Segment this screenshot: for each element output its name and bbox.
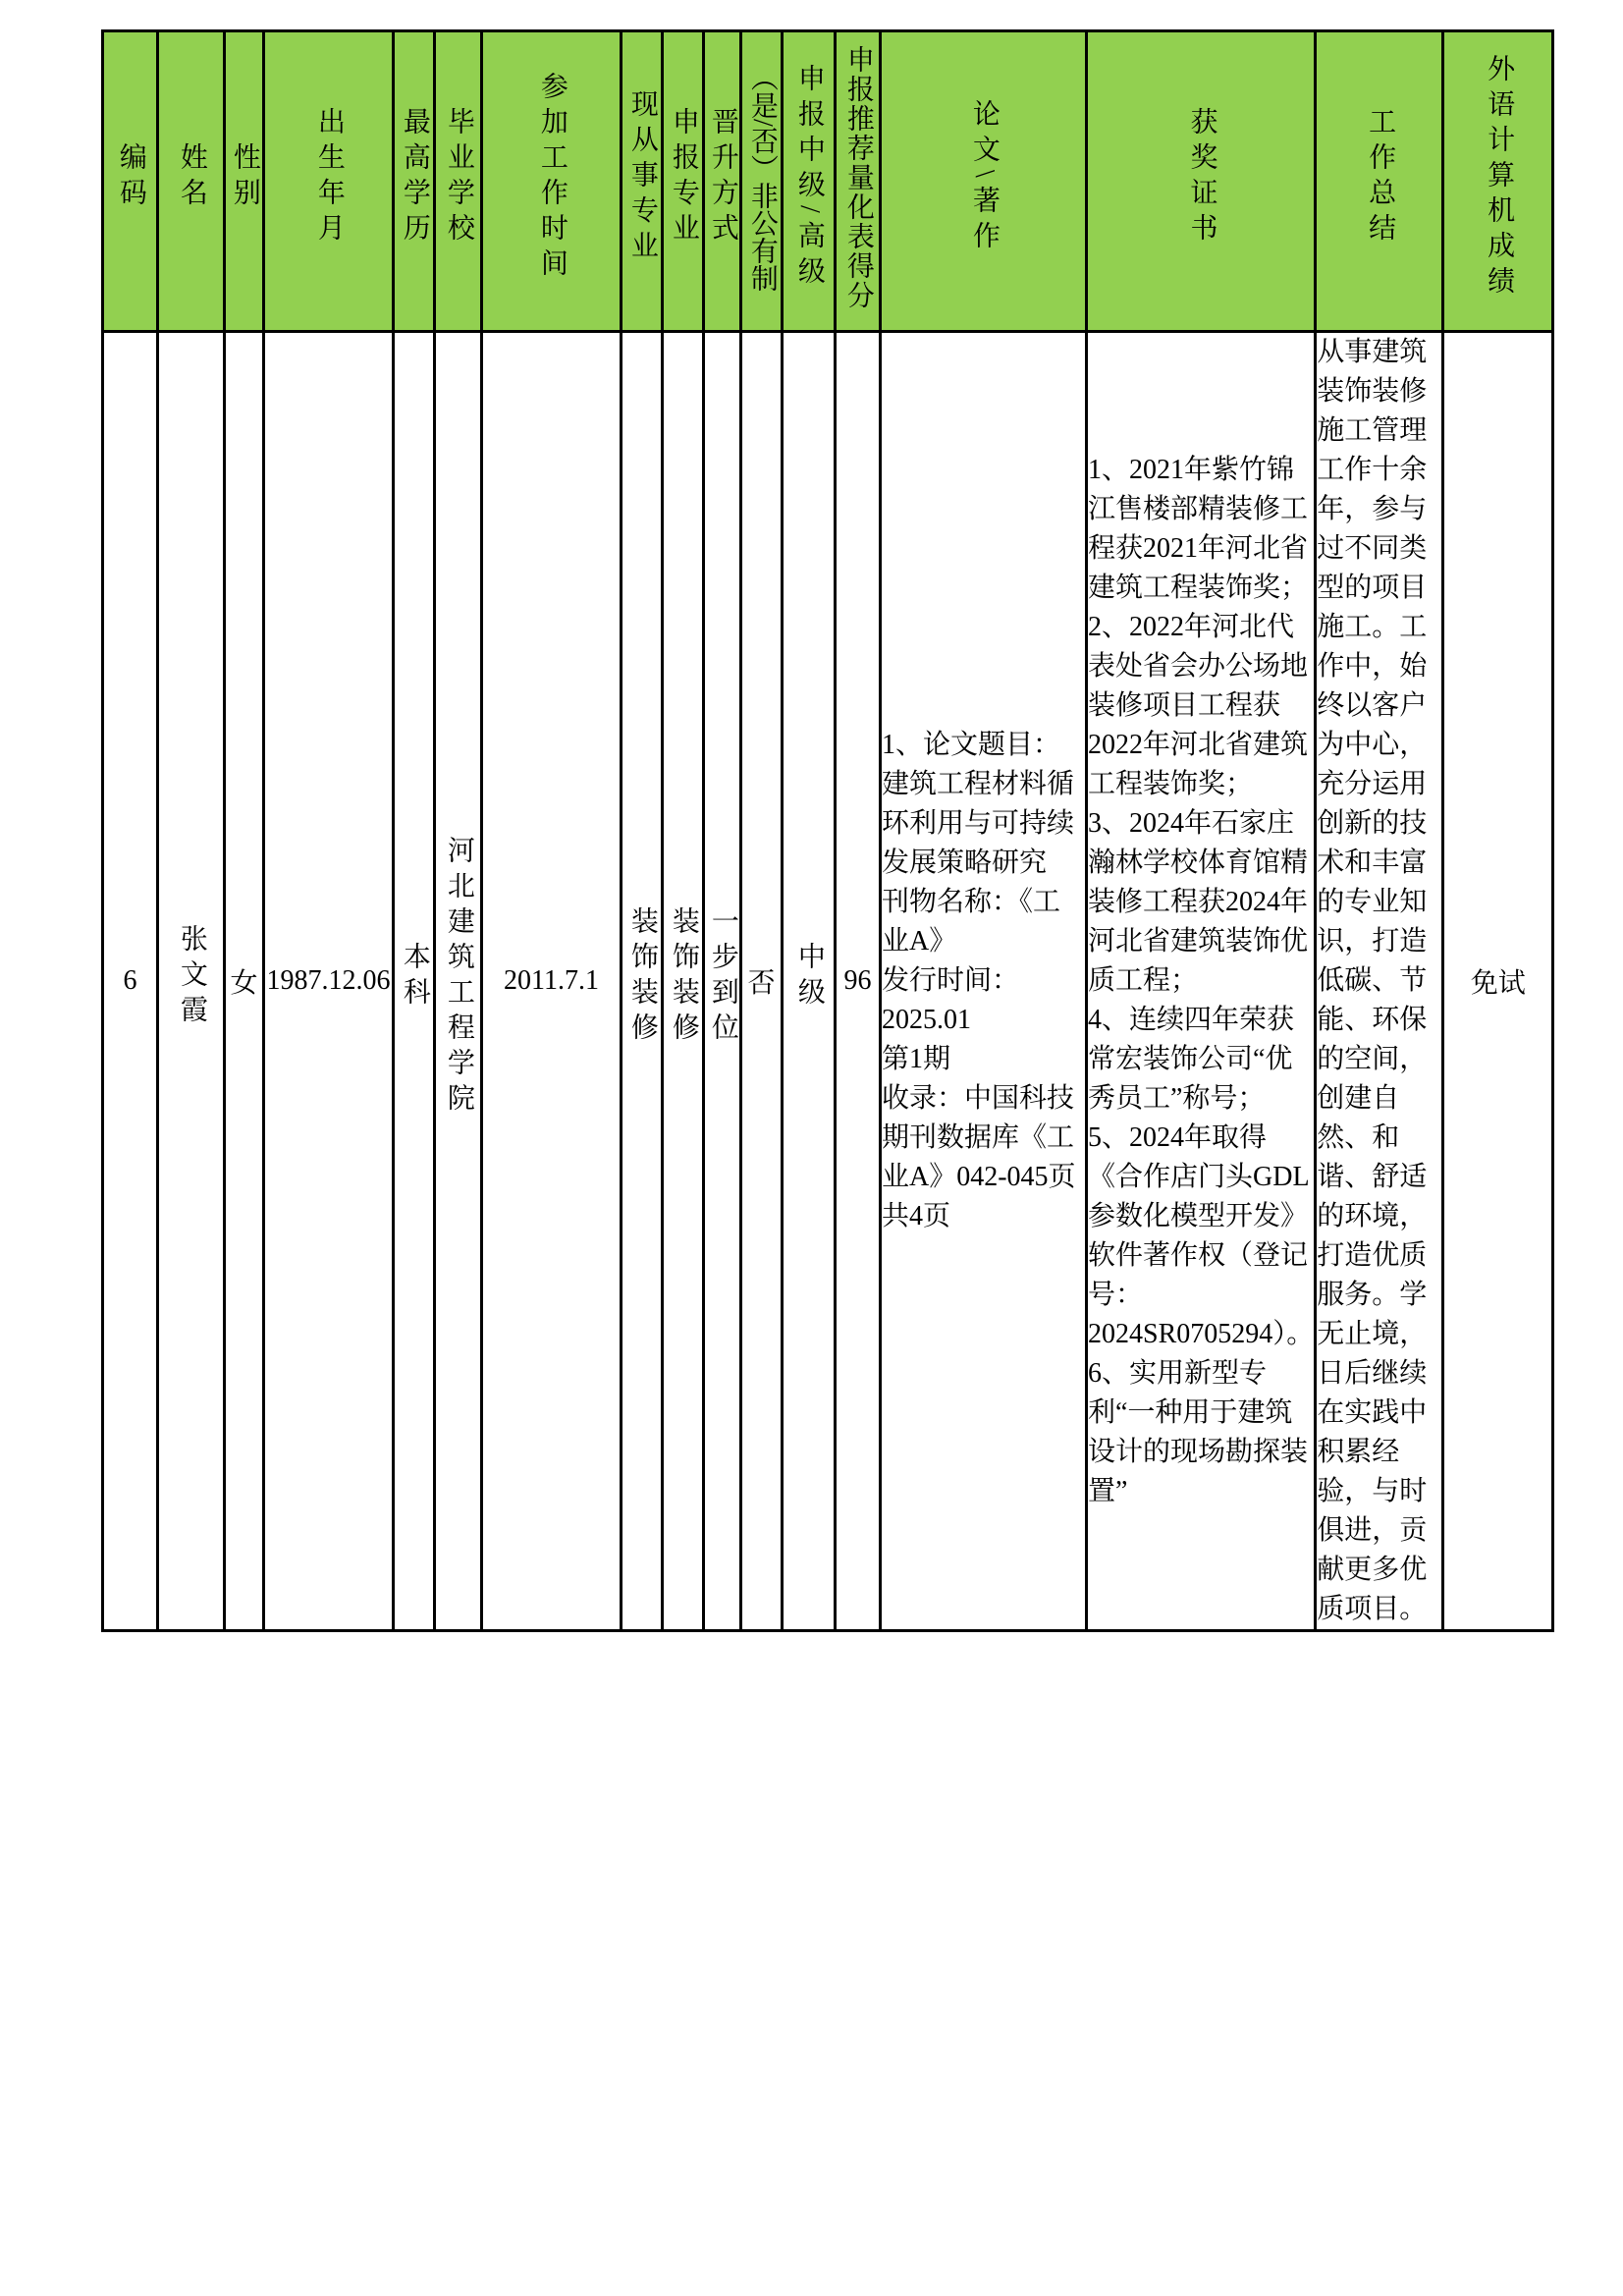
declared-major-value: 装饰装修: [668, 906, 699, 1048]
cell-awards: [1087, 332, 1316, 1631]
birth-date-value: 1987.12.06: [266, 965, 391, 996]
cell-code: [103, 332, 158, 1631]
cell-current-major: [622, 332, 663, 1631]
col-header-name-label: 姓名: [176, 141, 207, 213]
col-header-code-label: 编码: [115, 141, 146, 213]
declared-level-value: 中级: [793, 942, 825, 1012]
col-header-highest-education: [394, 31, 435, 332]
cell-non-public: [741, 332, 783, 1631]
gender-value: 女: [230, 968, 258, 999]
col-header-current-major-label: 现从事专业: [626, 88, 658, 266]
col-header-score-label: 申报推荐量化表得分: [842, 44, 874, 310]
current-major-value: 装饰装修: [626, 906, 658, 1048]
foreign-lang-computer-value: 免试: [1470, 968, 1526, 999]
col-header-papers: [881, 31, 1087, 332]
col-header-promotion-method: [704, 31, 741, 332]
col-header-promotion-method-label: 晋升方式: [707, 106, 738, 248]
col-header-non-public: [741, 31, 783, 332]
col-header-birth-date: [264, 31, 394, 332]
cell-score: [836, 332, 881, 1631]
score-value: 96: [843, 965, 872, 996]
col-header-name: [158, 31, 225, 332]
col-header-birth-date-label: 出生年月: [313, 106, 345, 248]
col-header-declared-major: [663, 31, 704, 332]
col-header-graduation-school: [435, 31, 482, 332]
cell-gender: [225, 332, 264, 1631]
col-header-gender-label: 性别: [229, 141, 260, 213]
cell-papers: [881, 332, 1087, 1631]
cell-highest-education: [394, 332, 435, 1631]
col-header-code: [103, 31, 158, 332]
col-header-declared-level: [783, 31, 836, 332]
col-header-work-start-date-label: 参加工作时间: [536, 71, 568, 284]
graduation-school-value: 河北建筑工程学院: [443, 836, 474, 1119]
cell-foreign-lang-computer: [1443, 332, 1553, 1631]
col-header-papers-label: 论文\著作: [968, 98, 1000, 256]
col-header-declared-major-label: 申报专业: [668, 106, 699, 248]
col-header-foreign-lang-computer: [1443, 31, 1553, 332]
work-summary-text: 从事建筑装饰装修施工管理工作十余年，参与过不同类型的项目施工。工作中，始终以客户为中心，充分运用创新的技术和丰富的专业知识，打造低碳、节能、环保的空间，创建自然、和谐、舒适的环境，打造优质服务。学无止境，日后继续在实践中积累经验，与时俱进，贡献更多优质项目。: [1317, 337, 1428, 1624]
cell-work-start-date: [482, 332, 622, 1631]
col-header-current-major: [622, 31, 663, 332]
cell-name: [158, 332, 225, 1631]
header-row: [103, 31, 1553, 332]
col-header-score: [836, 31, 881, 332]
col-header-work-summary-label: 工作总结: [1365, 106, 1396, 248]
name-value: 张文霞: [176, 924, 207, 1030]
code-value: 6: [123, 965, 137, 996]
cell-declared-major: [663, 332, 704, 1631]
cell-declared-level: [783, 332, 836, 1631]
cell-birth-date: [264, 332, 394, 1631]
non-public-value: 否: [747, 968, 776, 999]
col-header-gender: [225, 31, 264, 332]
highest-education-value: 本科: [399, 942, 430, 1012]
cell-graduation-school: [435, 332, 482, 1631]
col-header-graduation-school-label: 毕业学校: [443, 106, 474, 248]
col-header-awards-label: 获奖证书: [1186, 106, 1217, 248]
awards-text: 1、2021年紫竹锦江售楼部精装修工程获2021年河北省建筑工程装饰奖；2、2022年河北代表处省会办公场地装修项目工程获2022年河北省建筑工程装饰奖； 3、2024年石家庄瀚林学校体育馆精装修工程获2024年河北省建筑装饰优质工程； 4、连续四年荣获常宏装饰公司“优秀员工”称号； 5、2024年取得《合作店门头GDL参数化模型开发》软件著作权（登记号：2024SR0705294）。 6、实用新型专利“一种用于建筑设计的现场勘探装置”: [1088, 455, 1315, 1506]
papers-text: 1、论文题目：建筑工程材料循环利用与可持续发展策略研究 刊物名称：《工业A》 发行时间： 2025.01 第1期 收录：中国科技期刊数据库《工业A》042-045页共4页: [882, 730, 1076, 1231]
applicant-table: [101, 29, 1554, 1632]
col-header-declared-level-label: 申报中级/高级: [793, 63, 825, 292]
col-header-work-summary: [1316, 31, 1443, 332]
cell-promotion-method: [704, 332, 741, 1631]
promotion-method-value: 一步到位: [707, 906, 738, 1048]
table-row: [103, 332, 1553, 1631]
col-header-non-public-label: （是/否）非公有制: [746, 63, 778, 292]
work-start-date-value: 2011.7.1: [504, 965, 599, 996]
col-header-awards: [1087, 31, 1316, 332]
col-header-highest-education-label: 最高学历: [399, 106, 430, 248]
cell-work-summary: [1316, 332, 1443, 1631]
col-header-work-start-date: [482, 31, 622, 332]
col-header-foreign-lang-computer-label: 外语计算机成绩: [1484, 53, 1515, 301]
